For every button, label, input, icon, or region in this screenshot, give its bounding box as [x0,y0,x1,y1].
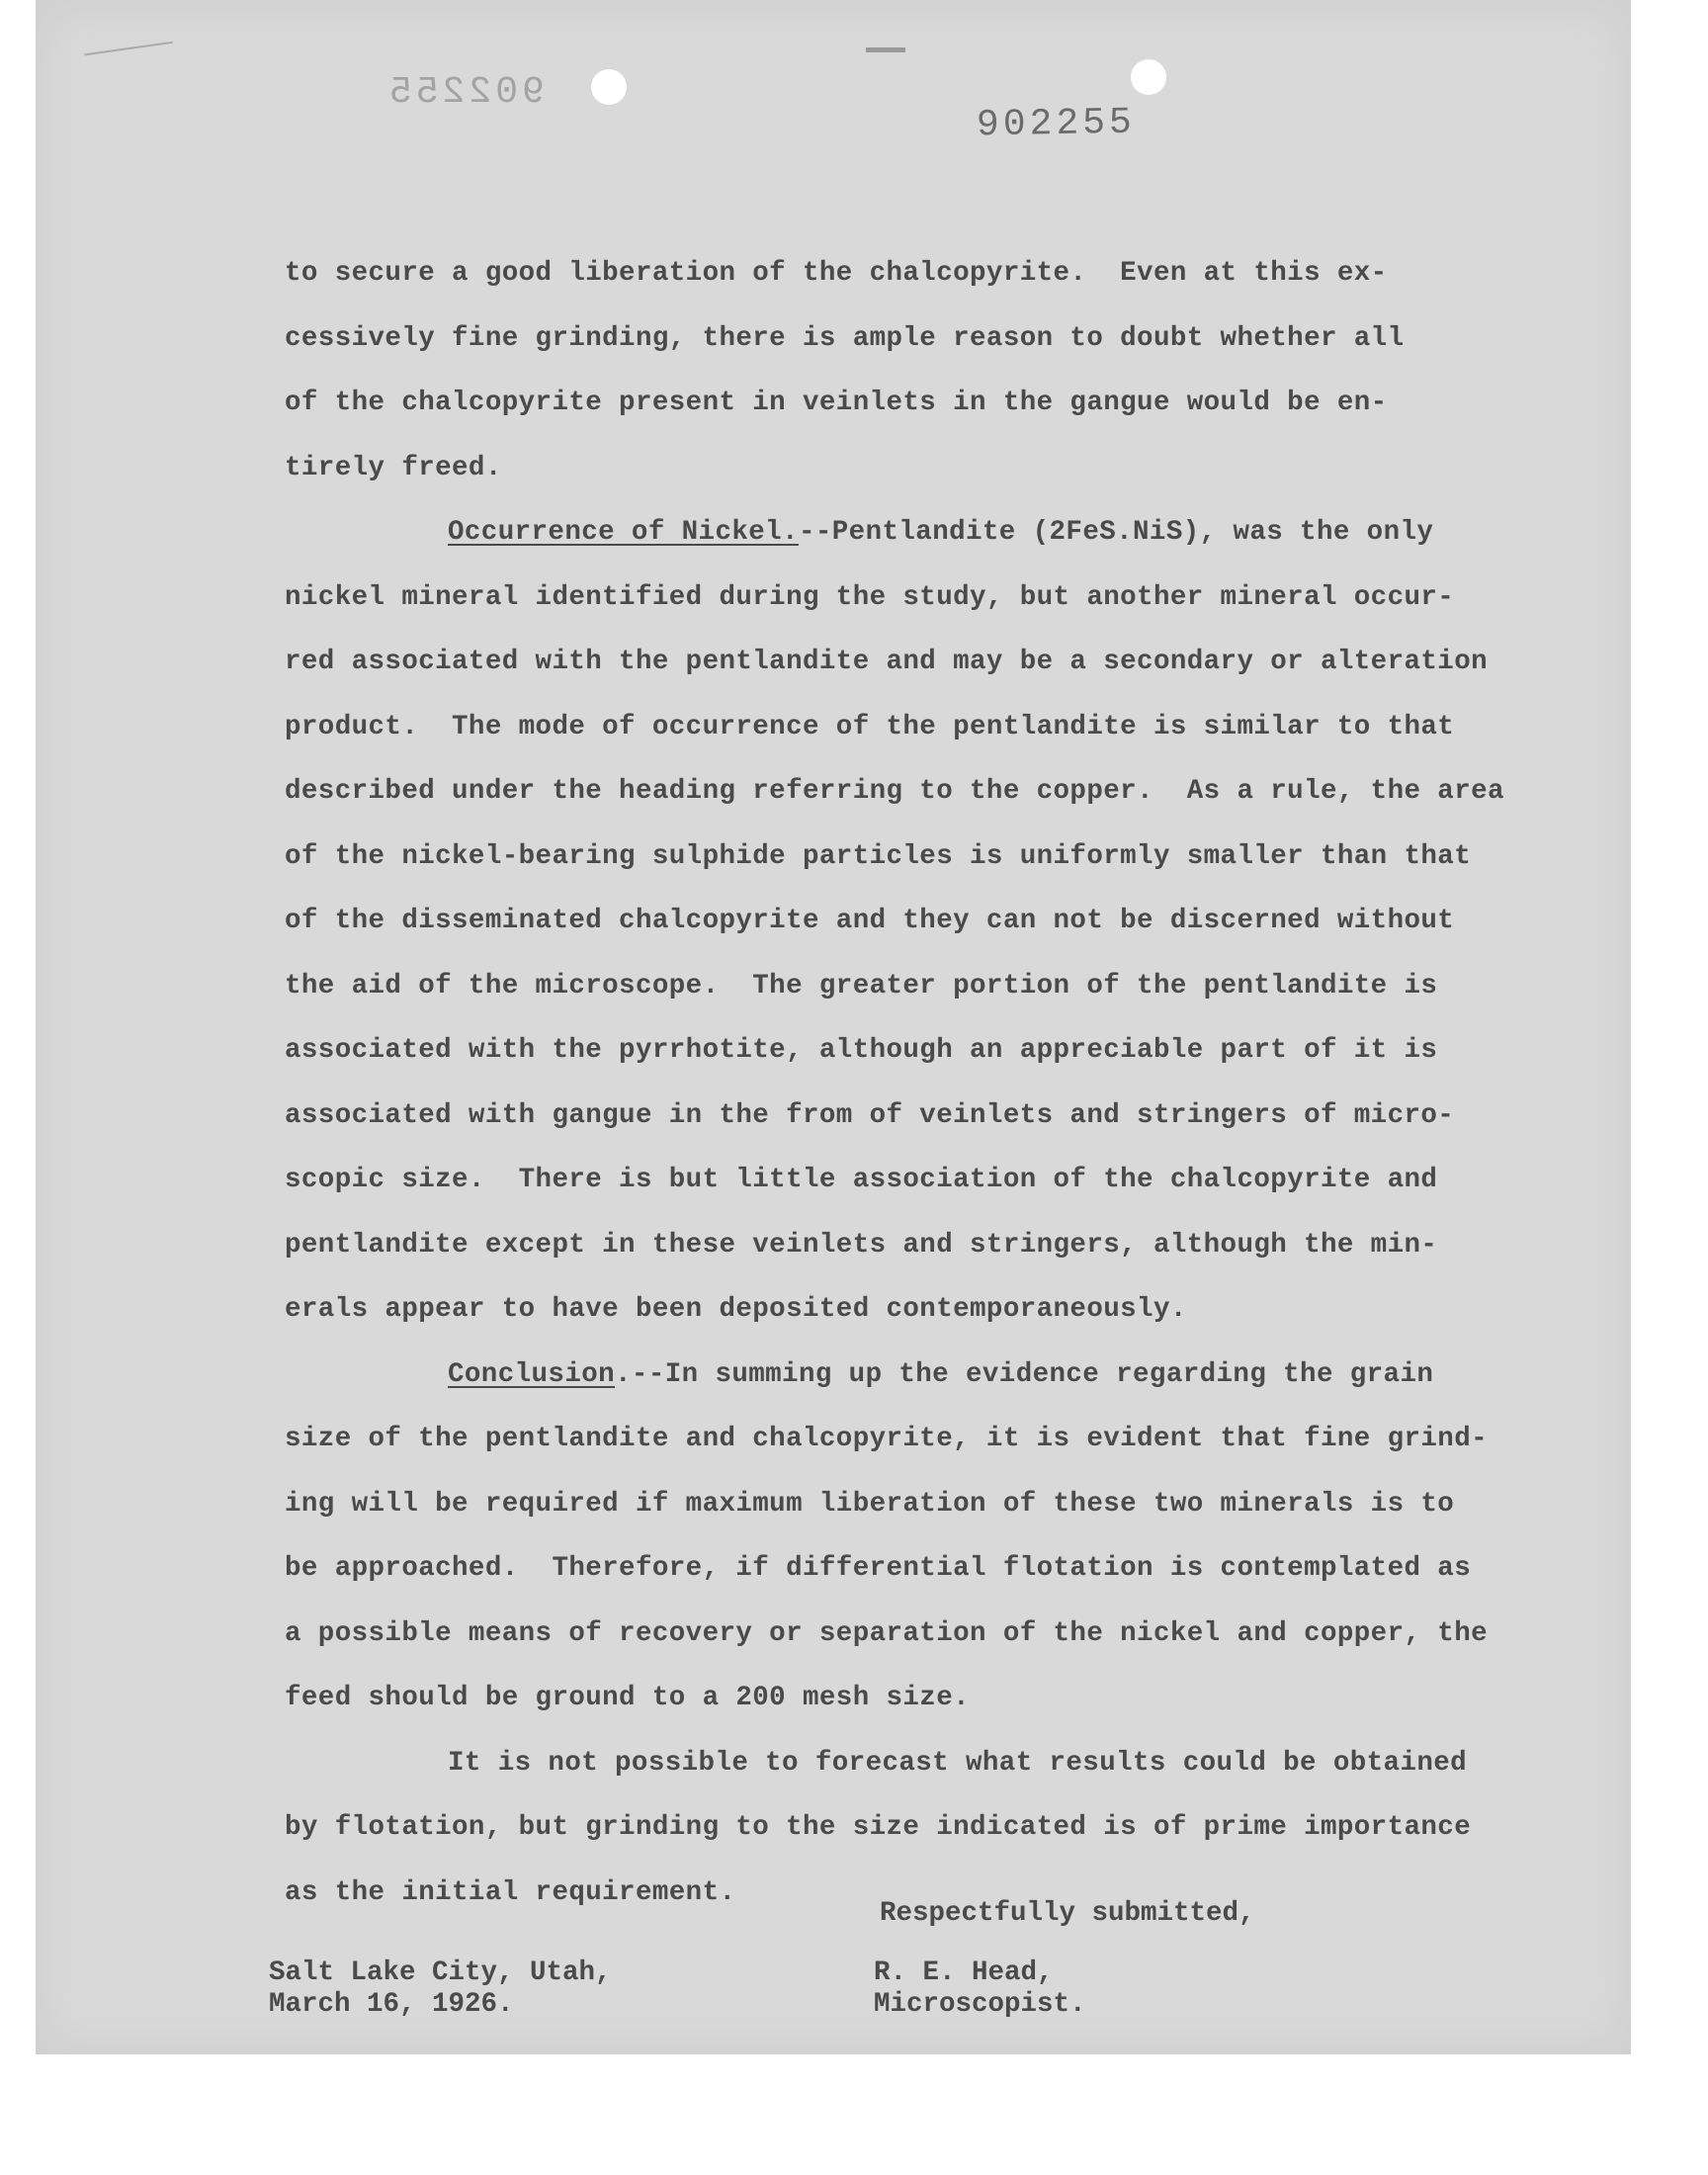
text-line: associated with gangue in the from of veinlets and stringers of micro- [285,1099,1455,1131]
place-date-block [269,1958,612,2021]
text-line: nickel mineral identified during the study, but another mineral occur- [285,581,1455,613]
text-line: of the disseminated chalcopyrite and they can not be discerned without [285,906,1455,936]
text-line: a possible means of recovery or separation of the nickel and copper, the [285,1617,1488,1649]
punch-hole [591,69,627,105]
text-line: tirely freed. [285,452,502,483]
faint-stamp-number: 902255 [385,71,545,114]
closing-line: Respectfully submitted, [880,1898,1255,1929]
text-run: --Pentlandite (2FeS.NiS), was the only [798,517,1434,548]
place: Salt Lake City, Utah, [269,1958,612,1988]
signer-block [874,1958,1086,2021]
text-line: cessively fine grinding, there is ample reason to doubt whether all [285,322,1405,354]
paragraph-start [285,500,1500,566]
signer-name: R. E. Head, [874,1958,1054,1988]
text-line: feed should be ground to a 200 mesh size. [285,1683,971,1713]
date: March 16, 1926. [269,1989,514,2020]
text-line: pentlandite except in these veinlets and stringers, although the min- [285,1229,1438,1261]
text-line: ing will be required if maximum liberation of these two minerals is to [285,1488,1455,1520]
stamp-number: 902255 [976,101,1137,147]
text-run: .--In summing up the evidence regarding the grain [615,1358,1434,1390]
text-line: erals appear to have been deposited contemporaneously. [285,1294,1187,1325]
text-line: the aid of the microscope. The greater portion of the pentlandite is [285,970,1438,1001]
ink-dash [866,47,905,52]
section-heading-nickel: Occurrence of Nickel. [448,517,799,548]
signer-title: Microscopist. [874,1989,1086,2020]
pencil-mark [84,42,174,69]
text-line: by flotation, but grinding to the size indicated is of prime importance [285,1812,1472,1843]
text-line: be approached. Therefore, if differential flotation is contemplated as [285,1553,1472,1584]
paragraph-start [285,1343,1500,1408]
text-line: described under the heading referring to the copper. As a rule, the area [285,776,1504,807]
text-line: associated with the pyrrhotite, although an appreciable part of it is [285,1035,1438,1066]
text-line: as the initial requirement. [285,1876,736,1908]
section-heading-conclusion: Conclusion [448,1358,616,1390]
document-body [285,241,1504,1925]
paragraph-start: It is not possible to forecast what results could be obtained [448,1747,1468,1779]
text-line: to secure a good liberation of the chalcopyrite. Even at this ex- [285,258,1388,289]
text-line: red associated with the pentlandite and may be a secondary or alteration [285,647,1488,677]
punch-hole [1131,59,1166,95]
text-line: of the chalcopyrite present in veinlets in the gangue would be en- [285,388,1388,418]
text-line: product. The mode of occurrence of the pentlandite is similar to that [285,711,1455,742]
text-line: of the nickel-bearing sulphide particles is uniformly smaller than that [285,840,1472,872]
text-line: scopic size. There is but little association of the chalcopyrite and [285,1165,1438,1195]
text-line: size of the pentlandite and chalcopyrite, it is evident that fine grind- [285,1424,1488,1454]
